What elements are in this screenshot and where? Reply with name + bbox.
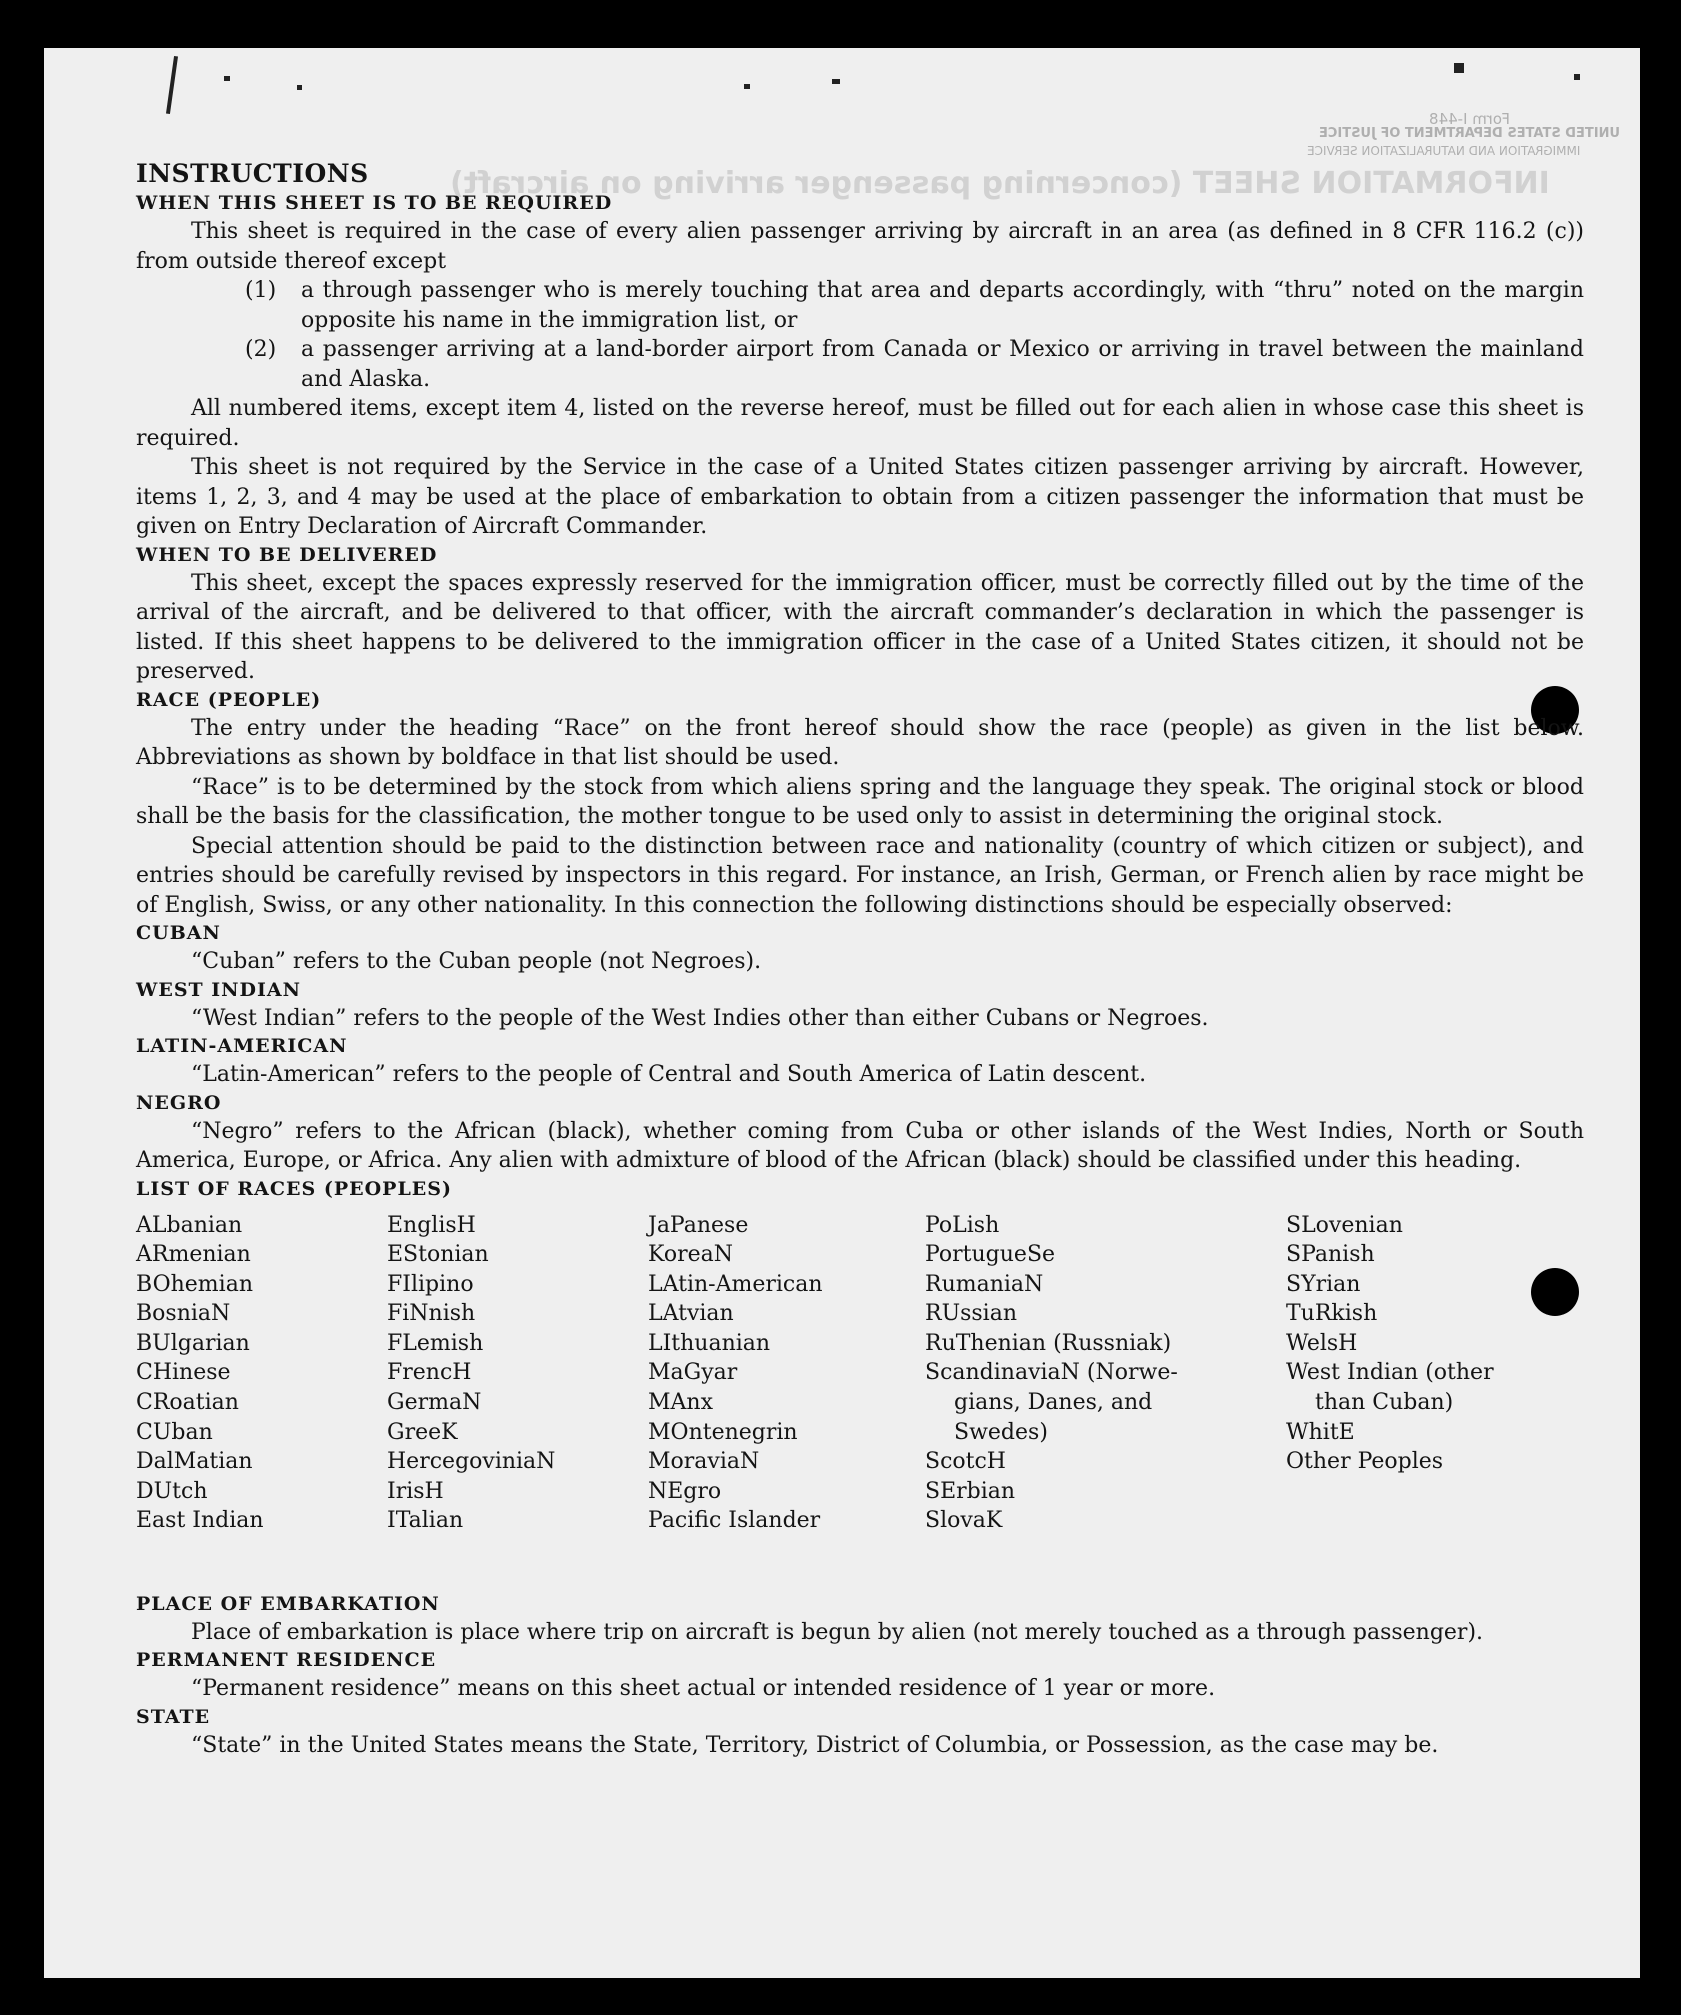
bleed-through-service: IMMIGRATION AND NATURALIZATION SERVICE [1306,144,1580,158]
races-column [648,1211,823,1537]
race-entry: ITalian [387,1508,464,1534]
race-entry: RuThenian (Russniak) [925,1330,1172,1356]
ink-speck [1454,63,1464,73]
race-entry: CHinese [136,1360,231,1386]
race-entry: EStonian [387,1242,489,1268]
section-heading-cuban: CUBAN [136,922,221,944]
race-entry: BosniaN [136,1301,231,1327]
ink-speck [224,76,230,81]
races-list [136,1211,1584,1591]
race-entry: WhitE [1286,1419,1355,1445]
race-entry: BUlgarian [136,1330,250,1356]
paragraph: “Latin-American” refers to the people of Central and South America of Latin descent. [191,1062,1147,1087]
instructions-content [136,158,1584,1760]
race-entry: LAtin-American [648,1271,823,1297]
exception-item [136,335,1584,394]
race-entry: BOhemian [136,1271,253,1297]
race-entry: JaPanese [648,1212,749,1238]
bleed-through-title: INFORMATION SHEET (concerning passenger arriving on aircraft) [450,166,1550,201]
race-entry: East Indian [136,1508,264,1534]
race-entry: FrencH [387,1360,472,1386]
race-entry: FLemish [387,1330,484,1356]
paragraph: This sheet is not required by the Service in the case of a United States citizen passenger arriving by aircraft. However, items 1, 2, 3, and 4 may be used at the place of embarkation to obtain from a citizen passenger the information that must be given on Entry Declaration of Aircraft Commander. [136,455,1584,539]
race-entry: SLovenian [1286,1212,1403,1238]
race-entry: CUban [136,1419,213,1445]
section-heading-list-of-races: LIST OF RACES (PEOPLES) [136,1177,452,1200]
section-heading-embarkation: PLACE OF EMBARKATION [136,1592,440,1615]
ink-speck [297,85,302,90]
paragraph: This sheet, except the spaces expressly reserved for the immigration officer, must be correctly filled out by the time of the arrival of the aircraft, and be delivered to that officer, with the aircraft commander’s declaration in which the passenger is listed. If this sheet happens to be delivered to the immigration officer in the case of a United States citizen, it should not be preserved. [136,570,1584,684]
races-column [1286,1211,1494,1477]
section-heading-west-indian: WEST INDIAN [136,978,302,1001]
section-heading-delivered: WHEN TO BE DELIVERED [136,543,438,566]
paragraph: “Negro” refers to the African (black), whether coming from Cuba or other islands of the West Indies, North or South America, Europe, or Africa. Any alien with admixture of blood of the African (black) should be classified under this heading. [136,1118,1584,1173]
race-entry: PoLish [925,1212,1000,1238]
race-entry: West Indian (other [1286,1360,1494,1386]
race-entry: DalMatian [136,1449,253,1475]
race-entry: SErbian [925,1478,1016,1504]
race-entry: MOntenegrin [648,1419,798,1445]
race-entry: than Cuban) [1315,1390,1454,1416]
race-entry: LAtvian [648,1301,734,1327]
ink-speck [832,79,840,84]
race-entry: GermaN [387,1390,482,1416]
race-entry: ScotcH [925,1449,1006,1475]
race-entry: TuRkish [1286,1301,1378,1327]
section-heading-required: WHEN THIS SHEET IS TO BE REQUIRED [136,192,613,214]
race-entry: NEgro [648,1478,722,1504]
item-number: (2) [245,337,277,362]
paragraph: “State” in the United States means the State, Territory, District of Columbia, or Possession, as the case may be. [191,1732,1439,1758]
race-entry: EnglisH [387,1212,476,1238]
races-column [136,1211,264,1537]
race-entry: KoreaN [648,1242,733,1268]
race-entry: MaGyar [648,1360,738,1386]
section-heading-negro: NEGRO [136,1091,222,1114]
race-entry: gians, Danes, and [954,1390,1153,1416]
race-entry: MoraviaN [648,1449,760,1475]
item-text: a through passenger who is merely touching that area and departs accordingly, with “thru” noted on the margin opposite his name in the immigration list, or [301,278,1584,333]
race-entry: IrisH [387,1478,444,1504]
section-heading-latin-american: LATIN-AMERICAN [136,1035,348,1057]
race-entry: Swedes) [954,1419,1048,1445]
race-entry: RUssian [925,1301,1018,1327]
race-entry: LIthuanian [648,1330,771,1356]
race-entry: GreeK [387,1419,458,1445]
race-entry: FiNnish [387,1301,476,1327]
race-entry: Pacific Islander [648,1508,821,1534]
races-column [925,1211,1178,1537]
race-entry: ARmenian [136,1242,251,1268]
race-entry: SlovaK [925,1508,1003,1534]
race-entry: MAnx [648,1390,713,1416]
race-entry: Other Peoples [1286,1449,1444,1475]
paragraph: “Cuban” refers to the Cuban people (not Negroes). [191,949,762,974]
race-entry: SYrian [1286,1271,1361,1297]
pen-mark [166,56,178,114]
paragraph: The entry under the heading “Race” on the front hereof should show the race (people) as given in the list below. Abbreviations as shown by boldface in that list should be used. [136,715,1584,770]
races-column [387,1211,555,1537]
section-heading-race: RACE (PEOPLE) [136,688,322,711]
section-heading-state: STATE [136,1705,211,1728]
race-entry: ALbanian [136,1212,243,1238]
race-entry: RumaniaN [925,1271,1044,1297]
paragraph: “West Indian” refers to the people of the West Indies other than either Cubans or Negroes. [191,1005,1209,1031]
paragraph: “Permanent residence” means on this sheet actual or intended residence of 1 year or more. [191,1676,1216,1701]
item-number: (1) [245,278,277,303]
paragraph: Special attention should be paid to the distinction between race and nationality (country of which citizen or subject), and entries should be carefully revised by inspectors in this regard. For instance, an Irish, German, or French alien by race might be of English, Swiss, or any other nationality. In this connection the following distinctions should be especially observed: [136,833,1584,918]
page-title: INSTRUCTIONS [136,159,369,188]
ink-speck [1574,74,1580,80]
race-entry: SPanish [1286,1242,1375,1268]
race-entry: HercegoviniaN [387,1449,556,1475]
bleed-through-dept: UNITED STATES DEPARTMENT OF JUSTICE [1318,126,1620,141]
paragraph: “Race” is to be determined by the stock from which aliens spring and the language they speak. The original stock or blood shall be the basis for the classification, the mother tongue to be used only to assist in determining the original stock. [136,774,1584,829]
race-entry: PortugueSe [925,1242,1056,1268]
paragraph: This sheet is required in the case of every alien passenger arriving by aircraft in an area (as defined in 8 CFR 116.2 (c)) from outside thereof except [136,219,1584,274]
exception-item [136,276,1584,335]
race-entry: DUtch [136,1478,208,1504]
document-sheet [44,48,1640,1978]
race-entry: ScandinaviaN (Norwe- [925,1360,1178,1386]
race-entry: WelsH [1286,1330,1358,1356]
section-heading-permanent-residence: PERMANENT RESIDENCE [136,1649,437,1671]
item-text: a passenger arriving at a land-border airport from Canada or Mexico or arriving in travel between the mainland and Alaska. [301,337,1584,392]
bleed-through-form-no: Form I-448 [1428,110,1510,128]
paragraph: Place of embarkation is place where trip on aircraft is begun by alien (not merely touched as a through passenger). [191,1619,1484,1645]
paragraph: All numbered items, except item 4, listed on the reverse hereof, must be filled out for each alien in whose case this sheet is required. [136,396,1584,451]
race-entry: CRoatian [136,1390,239,1416]
ink-speck [744,84,750,89]
race-entry: FIlipino [387,1271,474,1297]
